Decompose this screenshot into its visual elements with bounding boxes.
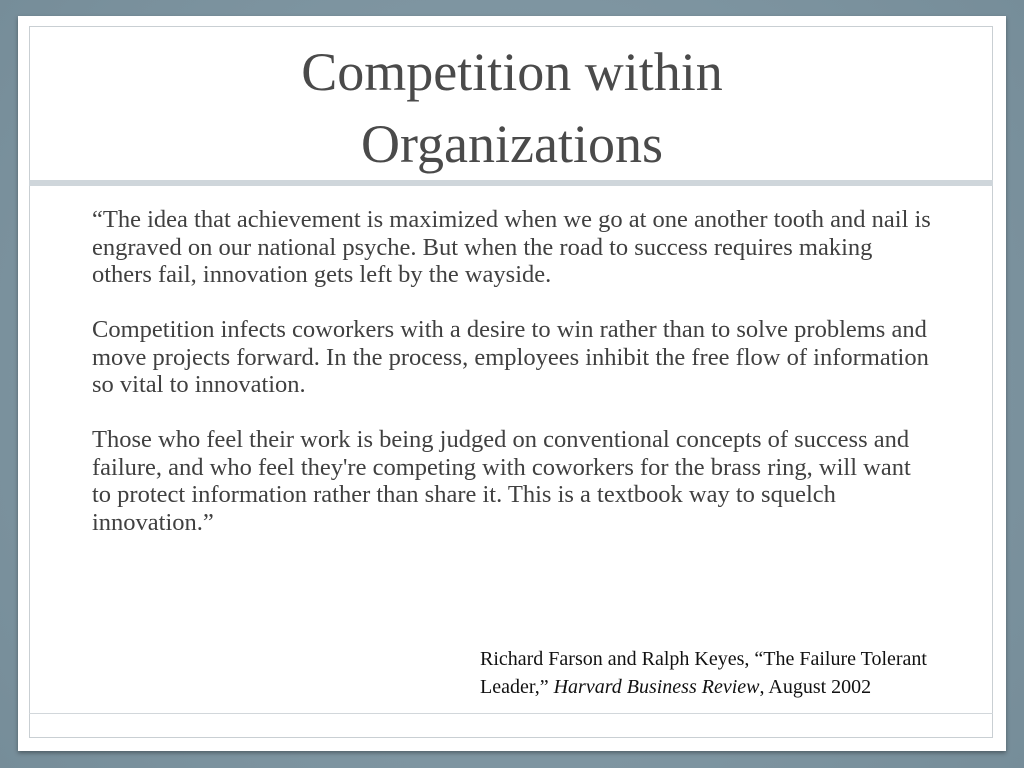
slide xyxy=(18,16,1006,751)
citation-date: , August 2002 xyxy=(759,675,872,698)
citation xyxy=(480,646,980,701)
quote-body xyxy=(92,206,932,564)
quote-paragraph-1: “The idea that achievement is maximized when we go at one another tooth and nail is engraved on our national psyche. But when the road to success requires making others fail, innovation gets left by the wayside. xyxy=(92,206,931,288)
quote-paragraph-2: Competition infects coworkers with a desire to win rather than to solve problems and move projects forward. In the process, employees inhibit the free flow of information so vital to innovation. xyxy=(92,316,929,398)
quote-paragraph-3: Those who feel their work is being judged on conventional concepts of success and failure, and who feel they're competing with coworkers for the brass ring, will want to protect information rather than share it. This is a textbook way to squelch innovation.” xyxy=(92,426,911,536)
citation-journal: Harvard Business Review xyxy=(553,675,760,698)
title-line-1: Competition within xyxy=(301,42,723,102)
slide-title xyxy=(18,36,1006,180)
title-divider xyxy=(29,180,993,186)
footer-divider xyxy=(29,713,993,714)
title-line-2: Organizations xyxy=(361,114,663,174)
citation-authors-title: Richard Farson and Ralph Keyes, “The Failure Tolerant Leader,” xyxy=(480,648,927,698)
